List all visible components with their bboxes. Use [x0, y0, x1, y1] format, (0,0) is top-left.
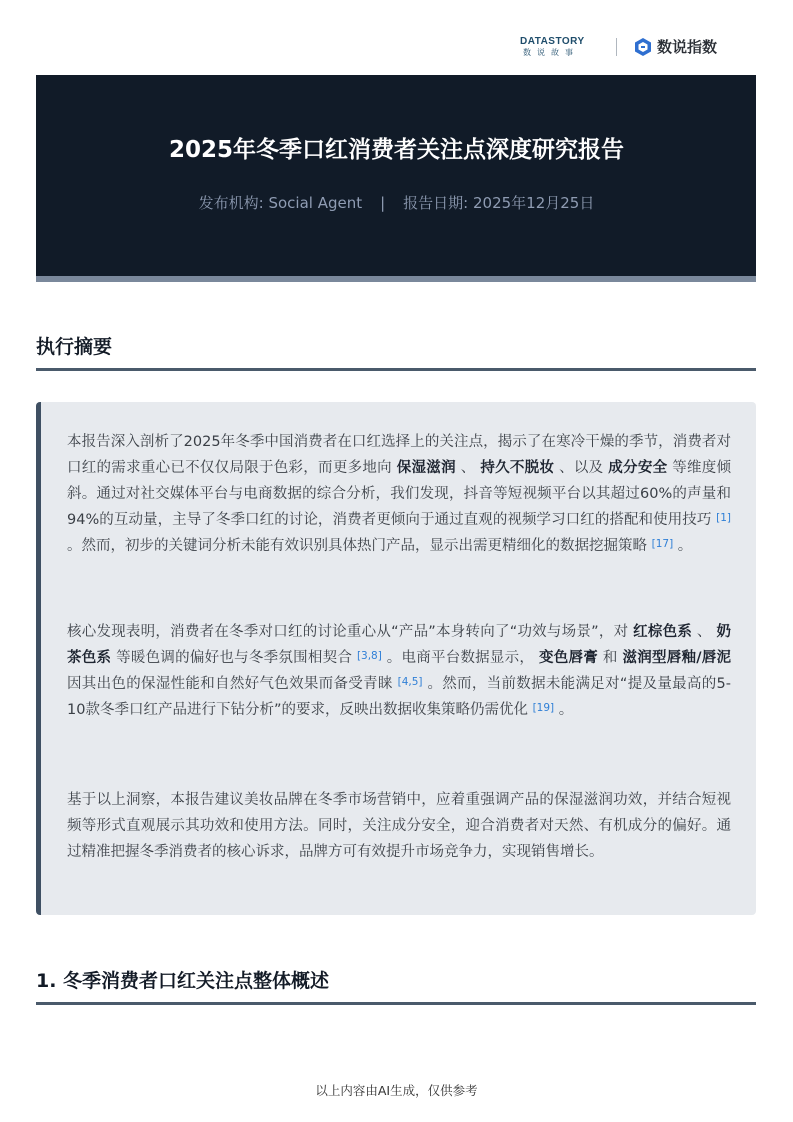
- report-title: 2025年冬季口红消费者关注点深度研究报告: [168, 137, 624, 163]
- section-1-heading: 1. 冬季消费者口红关注点整体概述: [36, 970, 330, 992]
- text: 因其出色的保湿性能和自然好气色效果而备受青睐: [67, 676, 398, 692]
- datastory-logo-cn: 数说故事: [523, 48, 579, 57]
- text: 等维度倾斜。通过对社交媒体平台与电商数据的综合分析，我们发现，抖音等短视频平台以其超过60%的声量和94%的互动量，主导了冬季口红的讨论，消费者更倾向于通过直观的视频学习口红的搭配和使用技巧: [67, 460, 732, 528]
- executive-summary-heading: 执行摘要: [36, 336, 113, 358]
- report-date: 报告日期: 2025年12月25日: [403, 194, 595, 212]
- datastory-logo: [520, 36, 604, 58]
- text: 本报告深入剖析了2025年冬季中国消费者在口红选择上的关注点，揭示了在寒冷干燥的季节，消费者对口红的需求重心已不仅仅局限于色彩，而更多地向: [67, 434, 731, 476]
- citation-link[interactable]: [3,8]: [356, 650, 382, 662]
- heading-rule: [36, 1002, 756, 1005]
- text: 、: [692, 624, 717, 640]
- text: 。: [673, 538, 693, 554]
- keyword: 滋润型唇釉/唇泥: [622, 650, 732, 666]
- shuzhi-logo-text: 数说指数: [657, 38, 718, 56]
- keyword: 变色唇膏: [539, 650, 599, 666]
- text: 。然而，初步的关键词分析未能有效识别具体热门产品，显示出需更精细化的数据挖掘策略: [67, 538, 652, 554]
- datastory-logo-en: DATASTORY: [520, 36, 585, 47]
- text: 。: [554, 702, 574, 718]
- text: 等暖色调的偏好也与冬季氛围相契合: [111, 650, 357, 666]
- logo-divider: [616, 38, 617, 56]
- report-banner: [36, 75, 756, 276]
- text: 、: [455, 460, 481, 476]
- keyword: 红棕色系: [633, 624, 693, 640]
- text: 。然而，当前数据未能满足对“提及量最高的5-10款冬季口红产品进行下钻分析”的要求，反映出数据收集策略仍需优化: [67, 676, 732, 718]
- keyword: 奶茶色系: [67, 624, 732, 666]
- report-meta: [0, 192, 793, 214]
- summary-paragraph-3: 基于以上洞察，本报告建议美妆品牌在冬季市场营销中，应着重强调产品的保湿滋润功效，并结合短视频等形式直观展示其功效和使用方法。同时，关注成分安全，迎合消费者对天然、有机成分的偏好。通过精准把握冬季消费者的核心诉求，品牌方可有效提升市场竞争力，实现销售增长。: [67, 792, 731, 860]
- keyword: 持久不脱妆: [480, 460, 555, 476]
- citation-link[interactable]: [17]: [651, 538, 674, 550]
- summary-paragraph-1: [67, 429, 731, 559]
- text: 核心发现表明，消费者在冬季对口红的讨论重心从“产品”本身转向了“功效与场景”，对: [67, 624, 634, 640]
- summary-paragraph-2: [67, 619, 731, 723]
- banner-bottom-strip: [36, 276, 756, 282]
- text: 。电商平台数据显示，: [381, 650, 540, 666]
- text: 、以及: [554, 460, 609, 476]
- meta-separator: |: [380, 194, 386, 212]
- citation-link[interactable]: [4,5]: [397, 676, 423, 688]
- citation-link[interactable]: [1]: [716, 512, 731, 524]
- ai-disclaimer-footer: 以上内容由AI生成，仅供参考: [315, 1083, 478, 1098]
- heading-rule: [36, 368, 756, 371]
- executive-summary-box: [36, 402, 756, 915]
- keyword: 成分安全: [608, 460, 668, 476]
- header-logos: [520, 36, 740, 60]
- summary-accent-bar: [36, 402, 41, 915]
- keyword: 保湿滋润: [396, 460, 456, 476]
- citation-link[interactable]: [19]: [532, 702, 555, 714]
- publisher: 发布机构: Social Agent: [198, 194, 363, 212]
- text: 和: [598, 650, 623, 666]
- shuzhi-logo-icon: [633, 37, 653, 57]
